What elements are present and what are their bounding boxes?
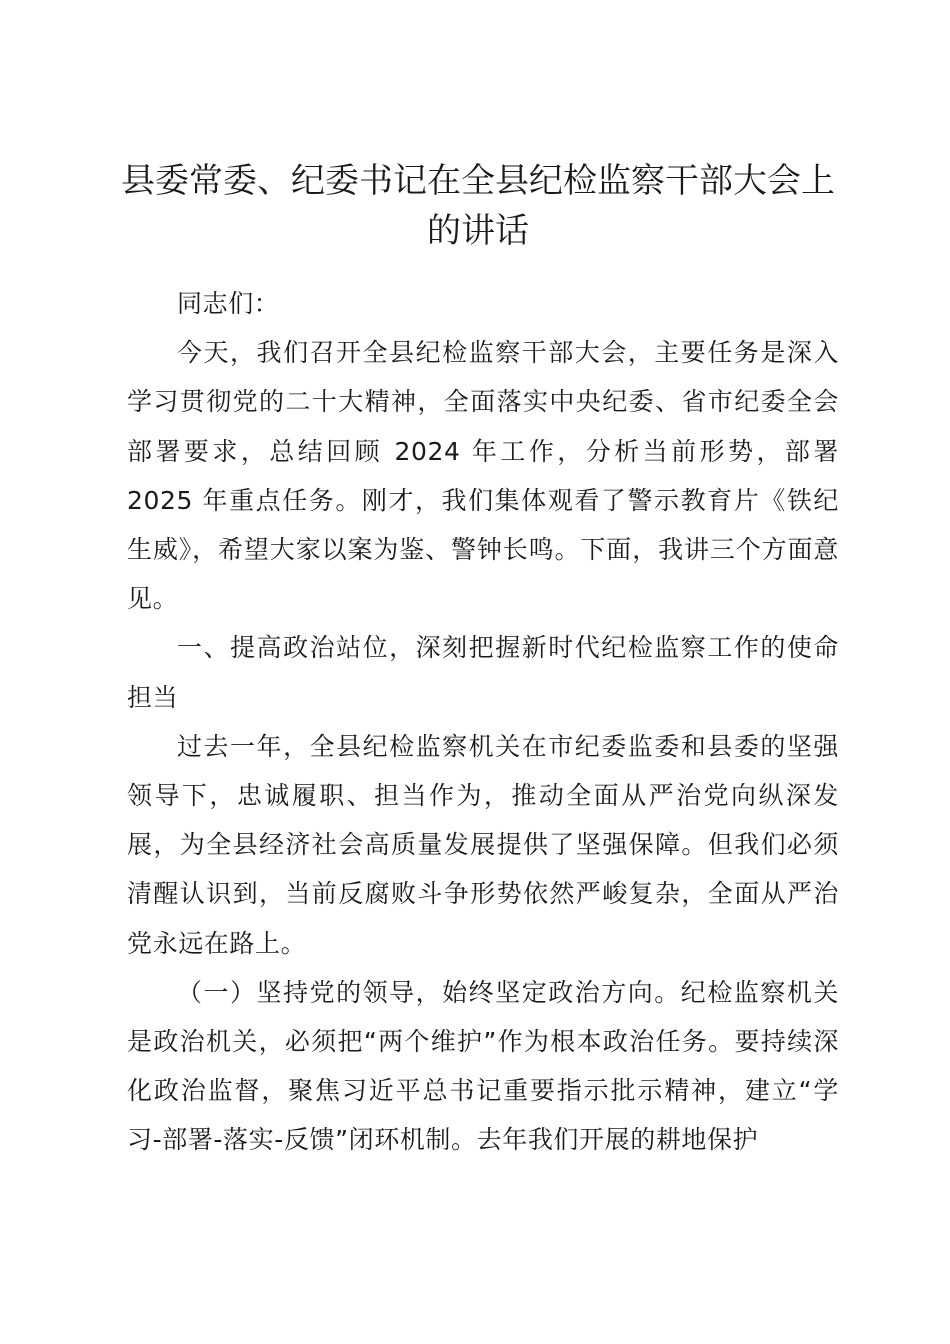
body-paragraph: 过去一年，全县纪检监察机关在市纪委监委和县委的坚强领导下，忠诚履职、担当作为，推动全面从严治党向纵深发展，为全县经济社会高质量发展提供了坚强保障。但我们必须清醒认识到，当前反腐败斗争形势依然严峻复杂，全面从严治党永远在路上。	[127, 731, 839, 958]
body-paragraph: （一）坚持党的领导，始终坚定政治方向。纪检监察机关是政治机关，必须把“两个维护”作为根本政治任务。要持续深化政治监督，聚焦习近平总书记重要指示批示精神，建立“学习-部署-落实-反馈”闭环机制。去年我们开展的耕地保护	[127, 977, 839, 1155]
document-body	[127, 279, 839, 1165]
section-heading: 一、提高政治站位，深刻把握新时代纪检监察工作的使命担当	[127, 633, 839, 712]
salutation: 同志们：	[177, 289, 280, 318]
intro-paragraph: 今天，我们召开全县纪检监察干部大会，主要任务是深入学习贯彻党的二十大精神，全面落实中央纪委、省市纪委全会部署要求，总结回顾 2024 年工作，分析当前形势，部署 2025 年重点任务。刚才，我们集体观看了警示教育片《铁纪生威》，希望大家以案为鉴、警钟长鸣。下面，我讲三个方面意见。	[127, 338, 839, 614]
document-title: 县委常委、纪委书记在全县纪检监察干部大会上的讲话	[121, 161, 835, 251]
